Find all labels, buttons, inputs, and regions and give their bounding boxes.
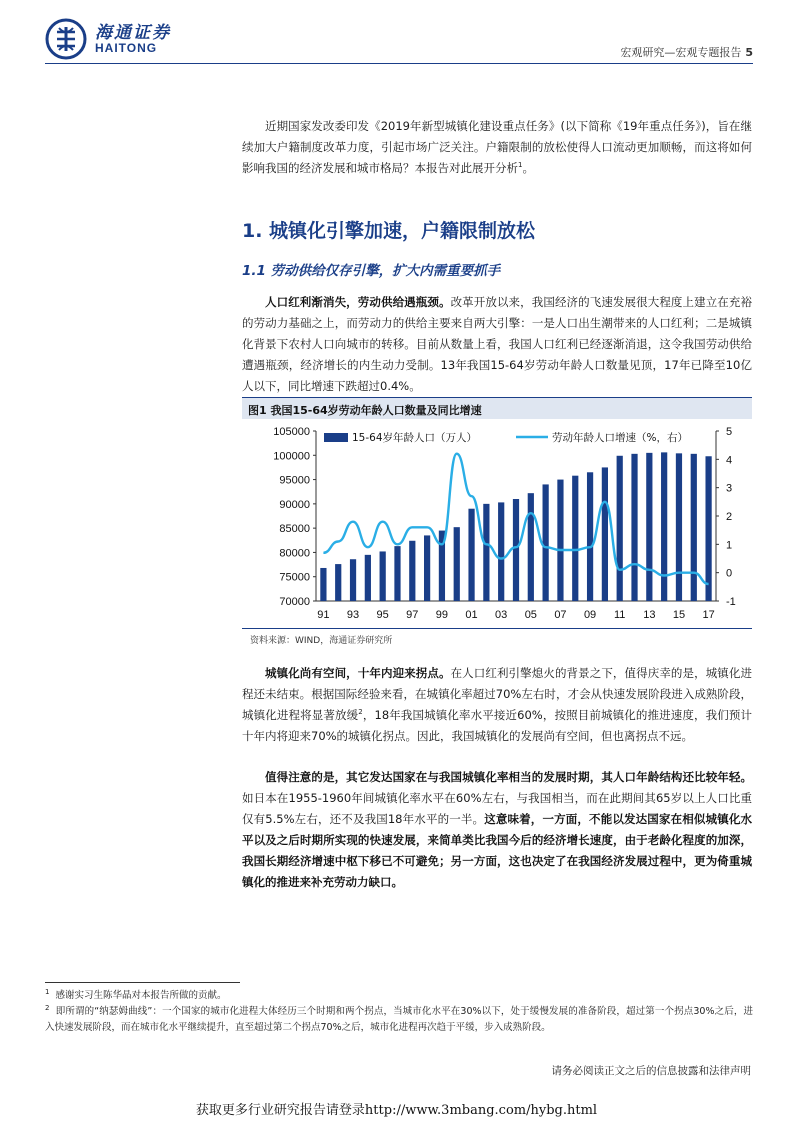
footnote-2-text: 即所谓的“纳瑟姆曲线”：一个国家的城市化进程大体经历三个时期和两个拐点，当城市化水平在30%以下，处于缓慢发展的准备阶段，超过第一个拐点30%之后，进入快速发展阶段，而在城市化水平继续提升，直至超过第二个拐点70%之后，城市化进程再次趋于平缓，步入成熟阶段。 (45, 1006, 754, 1033)
x-tick-label-93: 93 (346, 609, 360, 621)
left-tick-label: 105000 (273, 426, 310, 438)
labor-population-chart (242, 419, 752, 629)
bar-03 (498, 502, 504, 601)
bar-10 (602, 467, 608, 601)
bar-09 (587, 472, 593, 601)
left-tick-label: 70000 (279, 596, 310, 608)
bar-07 (557, 480, 563, 601)
bar-11 (617, 456, 623, 601)
urbanization-paragraph (242, 663, 752, 747)
bar-94 (365, 555, 371, 601)
footnote-1-text: 感谢实习生陈华晶对本报告所做的贡献。 (55, 990, 227, 1001)
x-tick-label-95: 95 (376, 609, 389, 621)
bar-96 (394, 546, 400, 601)
footnote-divider (45, 982, 240, 983)
right-tick-label: 2 (726, 511, 733, 523)
legend-bar-label: 15-64岁年龄人口（万人） (352, 432, 478, 444)
right-tick-label: 5 (726, 426, 733, 438)
aging-text: 如日本在1955-1960年间城镇化率水平在60%左右，与我国相当，而在此期间其65岁以上人口比重仅有5.5%左右，还不及我国18年水平的一半。 (242, 791, 752, 826)
bar-05 (528, 493, 534, 601)
left-tick-label: 95000 (279, 474, 310, 487)
legend-bar-swatch (324, 433, 348, 442)
x-tick-label-91: 91 (317, 609, 330, 621)
left-tick-label: 75000 (279, 571, 310, 584)
bar-17 (705, 456, 711, 601)
x-tick-label-05: 05 (524, 609, 537, 621)
report-type-label (620, 44, 753, 60)
intro-paragraph (242, 116, 752, 179)
right-tick-label: 1 (726, 539, 733, 552)
left-tick-label: 80000 (279, 547, 310, 560)
bar-15 (676, 453, 682, 601)
right-tick-label: 4 (726, 454, 733, 467)
x-tick-label-09: 09 (583, 609, 597, 621)
x-tick-label-15: 15 (672, 609, 686, 621)
labor-paragraph (242, 292, 752, 397)
figure-chart-container (242, 419, 752, 629)
x-tick-label-07: 07 (554, 609, 567, 621)
footnote-ref-2[interactable]: 2 (358, 708, 363, 717)
footnote-1 (45, 988, 753, 1004)
figure-source: 资料来源：WIND，海通证券研究所 (250, 636, 393, 646)
left-tick-label: 100000 (273, 450, 310, 463)
page-number: 5 (745, 46, 753, 59)
bar-04 (513, 499, 519, 601)
x-tick-label-01: 01 (465, 609, 478, 621)
legal-disclaimer[interactable]: 请务必阅读正文之后的信息披露和法律声明 (551, 1065, 751, 1077)
labor-text: 改革开放以来，我国经济的飞速发展很大程度上建立在充裕的劳动力基础之上，而劳动力的供给主要来自两大引擎：一是人口出生潮带来的人口红利；二是城镇化背景下农村人口向城市的转移。目前从数量上看，我国人口红利已经逐渐消退，这令我国劳动供给遭遇瓶颈，经济增长的内生动力受制。13年我国15-64岁劳动年龄人口数量见顶，17年已降至10亿人以下，同比增速下跌超过0.4%。 (242, 295, 752, 393)
bar-13 (646, 453, 652, 601)
bar-02 (483, 504, 489, 601)
x-tick-label-13: 13 (643, 609, 656, 621)
footnote-1-number: 1 (45, 987, 50, 996)
bar-14 (661, 452, 667, 601)
x-tick-label-97: 97 (406, 609, 419, 621)
right-tick-label: 0 (726, 567, 733, 580)
x-tick-label-99: 99 (435, 609, 449, 621)
bottom-banner-link[interactable]: 获取更多行业研究报告请登录http://www.3mbang.com/hybg.html (195, 1103, 598, 1118)
footnote-ref-1[interactable]: 1 (518, 161, 523, 170)
header-divider (45, 63, 753, 64)
left-tick-label: 85000 (279, 523, 310, 536)
intro-end: 。 (522, 161, 534, 175)
bar-16 (691, 454, 697, 601)
left-tick-label: 90000 (279, 498, 310, 511)
bar-00 (454, 527, 460, 601)
urban-text-b: ，18年我国城镇化率水平接近60%，按照目前城镇化的推进速度，我们预计十年内将迎来70%的城镇化拐点。因此，我国城镇化的发展尚有空间，但也离拐点不远。 (242, 708, 752, 743)
bar-92 (335, 564, 341, 601)
aging-paragraph (242, 767, 752, 893)
bar-01 (468, 509, 474, 601)
subsection-title: 1.1 劳动供给仅存引擎，扩大内需重要抓手 (242, 263, 501, 279)
bar-93 (350, 559, 356, 601)
logo-english-name: HAITONG (95, 41, 158, 55)
aging-lead: 值得注意的是，其它发达国家在与我国城镇化率相当的发展时期，其人口年龄结构还比较年轻。 (265, 770, 752, 784)
bar-06 (543, 484, 549, 601)
x-tick-label-17: 17 (702, 609, 715, 621)
report-type: 宏观研究—宏观专题报告 (620, 46, 742, 59)
bar-91 (320, 568, 326, 601)
x-tick-label-11: 11 (613, 609, 626, 621)
figure-title: 图1 我国15-64岁劳动年龄人口数量及同比增速 (248, 404, 482, 417)
haitong-logo-icon (45, 18, 87, 60)
right-tick-label: -1 (726, 596, 736, 608)
bar-97 (409, 541, 415, 601)
intro-text: 近期国家发改委印发《2019年新型城镇化建设重点任务》(以下简称《19年重点任务》)，旨在继续加大户籍制度改革力度，引起市场广泛关注。户籍限制的放松使得人口流动更加顺畅，而这将如何影响我国的经济发展和城市格局？本报告对此展开分析 (242, 119, 752, 175)
right-tick-label: 3 (726, 482, 733, 495)
aging-conclusion: 这意味着，一方面，不能以发达国家在相似城镇化水平以及之后时期所实现的快速发展，来简单类比我国今后的经济增长速度，由于老龄化程度的加深，我国长期经济增速中枢下移已不可避免；另一方面，这也决定了在我国经济发展过程中，更为倚重城镇化的推进来补充劳动力缺口。 (242, 812, 752, 889)
page-header (45, 14, 753, 66)
legend-line-label: 劳动年龄人口增速（%，右） (552, 432, 688, 444)
logo-chinese-name: 海通证券 (95, 23, 171, 43)
figure-title-bar (242, 397, 752, 419)
section-title: 1. 城镇化引擎加速，户籍限制放松 (242, 220, 536, 242)
labor-lead: 人口红利渐消失，劳动供给遇瓶颈。 (265, 295, 451, 309)
bar-08 (572, 476, 578, 601)
bar-12 (631, 454, 637, 601)
footnote-2 (45, 1004, 753, 1036)
bar-95 (380, 551, 386, 601)
urban-lead: 城镇化尚有空间，十年内迎来拐点。 (265, 666, 451, 680)
footnote-2-number: 2 (45, 1003, 50, 1012)
urban-text-a: 在人口红利引擎熄火的背景之下，值得庆幸的是，城镇化进程还未结束。根据国际经验来看，在城镇化率超过70%左右时，才会从快速发展阶段进入成熟阶段，城镇化进程将显著放缓 (242, 666, 752, 722)
bar-98 (424, 535, 430, 601)
x-tick-label-03: 03 (495, 609, 508, 621)
